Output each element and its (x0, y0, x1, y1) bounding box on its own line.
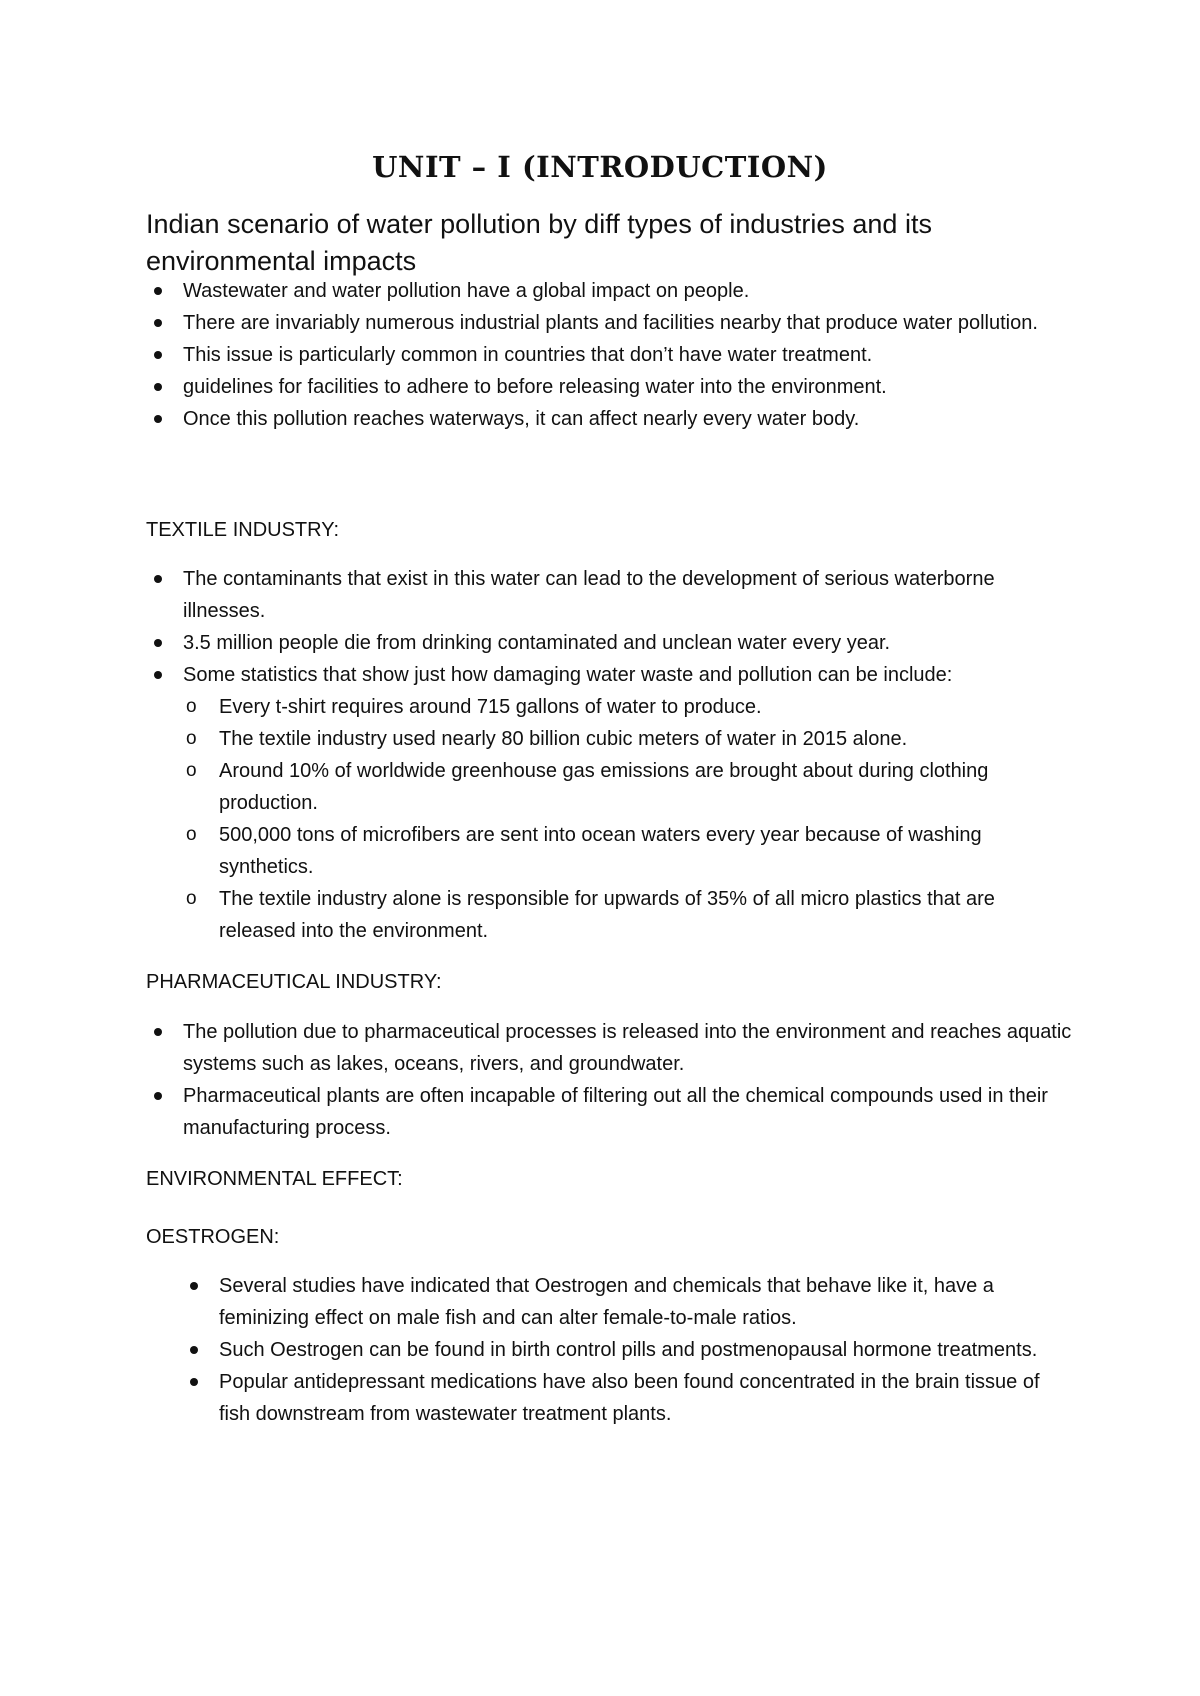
textile-statistics-list (183, 691, 1076, 947)
sub-list-item: o Around 10% of worldwide greenhouse gas emissions are brought about during clothing production. (183, 755, 1076, 819)
sub-list-item: o The textile industry used nearly 80 billion cubic meters of water in 2015 alone. (183, 723, 1076, 755)
list-item: 3.5 million people die from drinking contaminated and unclean water every year. (146, 627, 1076, 659)
textile-bullet-list (146, 563, 1076, 947)
sub-list-item: o 500,000 tons of microfibers are sent into ocean waters every year because of washing synthetics. (183, 819, 1076, 883)
list-item: Several studies have indicated that Oestrogen and chemicals that behave like it, have a feminizing effect on male fish and can alter female-to-male ratios. (146, 1270, 1076, 1334)
pharma-heading: PHARMACEUTICAL INDUSTRY: (146, 971, 442, 993)
sub-list-item: o The textile industry alone is responsible for upwards of 35% of all micro plastics that are released into the environment. (183, 883, 1076, 947)
section-subtitle: Indian scenario of water pollution by diff types of industries and its environmental impacts (146, 209, 932, 276)
pharma-bullet-list (146, 1016, 1076, 1144)
list-item (146, 659, 1076, 947)
textile-heading: TEXTILE INDUSTRY: (146, 519, 340, 541)
list-item-text: Some statistics that show just how damaging water waste and pollution can be include: (183, 664, 953, 686)
oestrogen-bullet-list (146, 1270, 1076, 1430)
intro-bullet-list (146, 275, 1076, 435)
list-item: There are invariably numerous industrial plants and facilities nearby that produce water pollution. (146, 307, 1076, 339)
list-item: This issue is particularly common in countries that don’t have water treatment. (146, 339, 1076, 371)
list-item: Wastewater and water pollution have a global impact on people. (146, 275, 1076, 307)
list-item: The pollution due to pharmaceutical processes is released into the environment and reaches aquatic systems such as lakes, oceans, rivers, and groundwater. (146, 1016, 1076, 1080)
environmental-heading: ENVIRONMENTAL EFFECT: (146, 1168, 403, 1190)
list-item: Popular antidepressant medications have also been found concentrated in the brain tissue of fish downstream from wastewater treatment plants. (146, 1366, 1076, 1430)
list-item: Once this pollution reaches waterways, it can affect nearly every water body. (146, 403, 1076, 435)
sub-list-item: o Every t-shirt requires around 715 gallons of water to produce. (183, 691, 1076, 723)
oestrogen-heading: OESTROGEN: (146, 1226, 280, 1248)
list-item: The contaminants that exist in this water can lead to the development of serious waterborne illnesses. (146, 563, 1076, 627)
list-item: Such Oestrogen can be found in birth control pills and postmenopausal hormone treatments. (146, 1334, 1076, 1366)
list-item: Pharmaceutical plants are often incapable of filtering out all the chemical compounds used in their manufacturing process. (146, 1080, 1076, 1144)
page-title: UNIT – I (INTRODUCTION) (372, 150, 828, 184)
list-item: guidelines for facilities to adhere to before releasing water into the environment. (146, 371, 1076, 403)
